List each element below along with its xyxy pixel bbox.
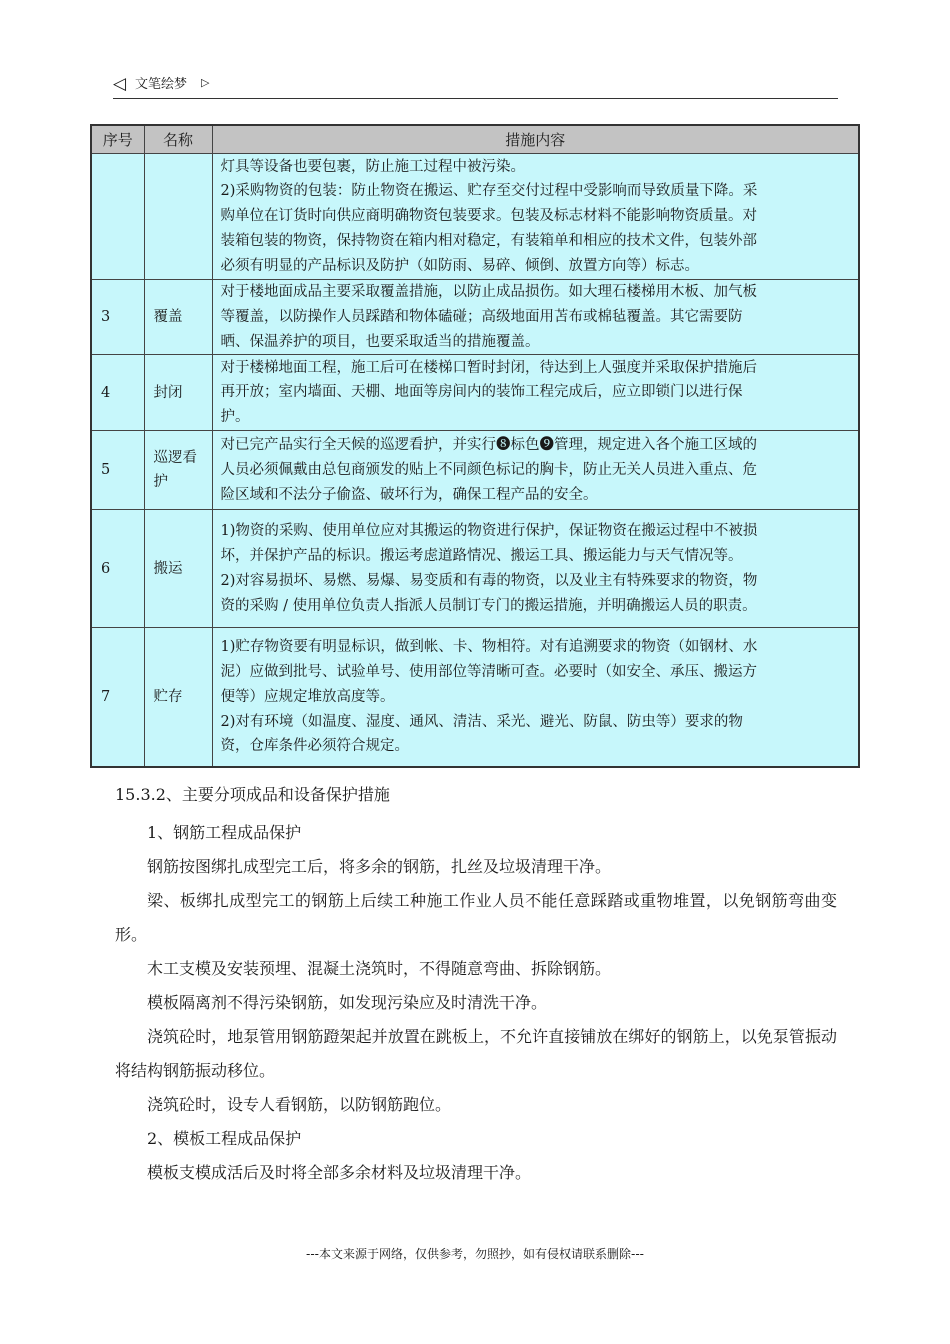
content-line: 对已完产品实行全天候的巡逻看护，并实行❽标色❾管理，规定进入各个施工区域的	[220, 437, 757, 454]
protection-measures-table	[90, 124, 860, 768]
row-name: 贮存	[144, 628, 212, 767]
content-line: 灯具等设备也要包裹，防止施工过程中被污染。	[220, 158, 525, 175]
table-row	[91, 280, 859, 355]
body-paragraph: 2、模板工程成品保护	[147, 1129, 302, 1148]
content-line: 泥）应做到批号、试验单号、使用部位等清晰可查。必要时（如安全、承压、搬运方	[220, 663, 757, 680]
content-line: 人员必须佩戴由总包商颁发的贴上不同颜色标记的胸卡，防止无关人员进入重点、危	[220, 461, 757, 478]
row-content	[212, 628, 859, 767]
row-number: 5	[91, 431, 144, 510]
content-line: 对于楼地面成品主要采取覆盖措施，以防止成品损伤。如大理石楼梯用木板、加气板	[220, 284, 757, 300]
content-line: 坏，并保护产品的标识。搬运考虑道路情况、搬运工具、搬运能力与天气情况等。	[220, 548, 743, 565]
content-line: 便等）应规定堆放高度等。	[220, 688, 395, 705]
body-paragraph: 模板隔离剂不得污染钢筋，如发现污染应及时清洗干净。	[147, 993, 548, 1012]
column-header-number: 序号	[91, 125, 144, 154]
body-paragraph: 浇筑砼时，地泵管用钢筋蹬架起并放置在跳板上，不允许直接铺放在绑好的钢筋上，以免泵管振动将结构钢筋振动移位。	[115, 1027, 837, 1080]
header-brand: 文笔绘梦	[135, 77, 188, 92]
row-number	[91, 154, 144, 280]
row-name: 覆盖	[144, 280, 212, 355]
content-line: 装箱包装的物资，保持物资在箱内相对稳定，有装箱单和相应的技术文件，包装外部	[220, 232, 757, 249]
row-content	[212, 280, 859, 355]
table-header-row	[91, 125, 859, 154]
row-content	[212, 510, 859, 628]
table-row	[91, 154, 859, 280]
body-paragraph: 木工支模及安装预埋、混凝土浇筑时，不得随意弯曲、拆除钢筋。	[147, 959, 612, 978]
content-line: 再开放；室内墙面、天棚、地面等房间内的装饰工程完成后，应立即锁门以进行保	[220, 384, 743, 401]
row-name: 搬运	[144, 510, 212, 628]
content-line: 1)贮存物资要有明显标识，做到帐、卡、物相符。对有追溯要求的物资（如钢材、水	[220, 639, 758, 656]
row-content	[212, 355, 859, 431]
body-paragraph: 梁、板绑扎成型完工的钢筋上后续工种施工作业人员不能任意踩踏或重物堆置，以免钢筋弯曲变形。	[115, 891, 837, 944]
column-header-name: 名称	[144, 125, 212, 154]
body-paragraph: 浇筑砼时，设专人看钢筋，以防钢筋跑位。	[147, 1095, 452, 1114]
body-paragraph: 模板支模成活后及时将全部多余材料及垃圾清理干净。	[147, 1163, 532, 1182]
content-line: 等覆盖，以防操作人员踩踏和物体磕碰；高级地面用苫布或棉毡覆盖。其它需要防	[220, 308, 743, 325]
content-line: 晒、保温养护的项目，也要采取适当的措施覆盖。	[220, 333, 540, 350]
content-line: 护。	[220, 409, 250, 426]
column-header-content: 措施内容	[212, 125, 859, 154]
row-content	[212, 154, 859, 280]
row-number: 7	[91, 628, 144, 767]
row-number: 3	[91, 280, 144, 355]
row-name: 封闭	[144, 355, 212, 431]
content-line: 资的采购 / 使用单位负责人指派人员制订专门的搬运措施，并明确搬运人员的职责。	[220, 597, 757, 614]
content-line: 购单位在订货时向供应商明确物资包装要求。包装及标志材料不能影响物资质量。对	[220, 208, 757, 225]
triangle-right-icon: ▷	[201, 76, 210, 89]
body-paragraph: 1、钢筋工程成品保护	[147, 823, 302, 842]
content-line: 2)对有环境（如温度、湿度、通风、清洁、采光、避光、防鼠、防虫等）要求的物	[220, 713, 743, 730]
row-name: 巡逻看护	[144, 431, 212, 510]
content-line: 必须有明显的产品标识及防护（如防雨、易碎、倾倒、放置方向等）标志。	[220, 257, 699, 274]
content-line: 险区域和不法分子偷盗、破坏行为，确保工程产品的安全。	[220, 486, 598, 503]
table-row	[91, 431, 859, 510]
table-row	[91, 628, 859, 767]
row-name	[144, 154, 212, 280]
content-line: 对于楼梯地面工程，施工后可在楼梯口暂时封闭，待达到上人强度并采取保护措施后	[220, 359, 757, 376]
triangle-left-icon: ◁	[113, 74, 127, 94]
content-line: 2)采购物资的包装：防止物资在搬运、贮存至交付过程中受影响而导致质量下降。采	[220, 183, 758, 200]
table-row	[91, 355, 859, 431]
body-text	[115, 782, 837, 1190]
page-footer: ---本文来源于网络，仅供参考，勿照抄，如有侵权请联系删除---	[306, 1247, 644, 1261]
body-paragraph: 钢筋按图绑扎成型完工后，将多余的钢筋，扎丝及垃圾清理干净。	[147, 857, 612, 876]
content-line: 1)物资的采购、使用单位应对其搬运的物资进行保护，保证物资在搬运过程中不被损	[220, 523, 758, 540]
row-number: 4	[91, 355, 144, 431]
section-title: 15.3.2、主要分项成品和设备保护措施	[115, 785, 390, 804]
row-content	[212, 431, 859, 510]
table-row	[91, 510, 859, 628]
row-number: 6	[91, 510, 144, 628]
page-header	[113, 72, 838, 99]
content-line: 资，仓库条件必须符合规定。	[220, 738, 409, 755]
content-line: 2)对容易损坏、易燃、易爆、易变质和有毒的物资，以及业主有特殊要求的物资，物	[220, 572, 758, 589]
